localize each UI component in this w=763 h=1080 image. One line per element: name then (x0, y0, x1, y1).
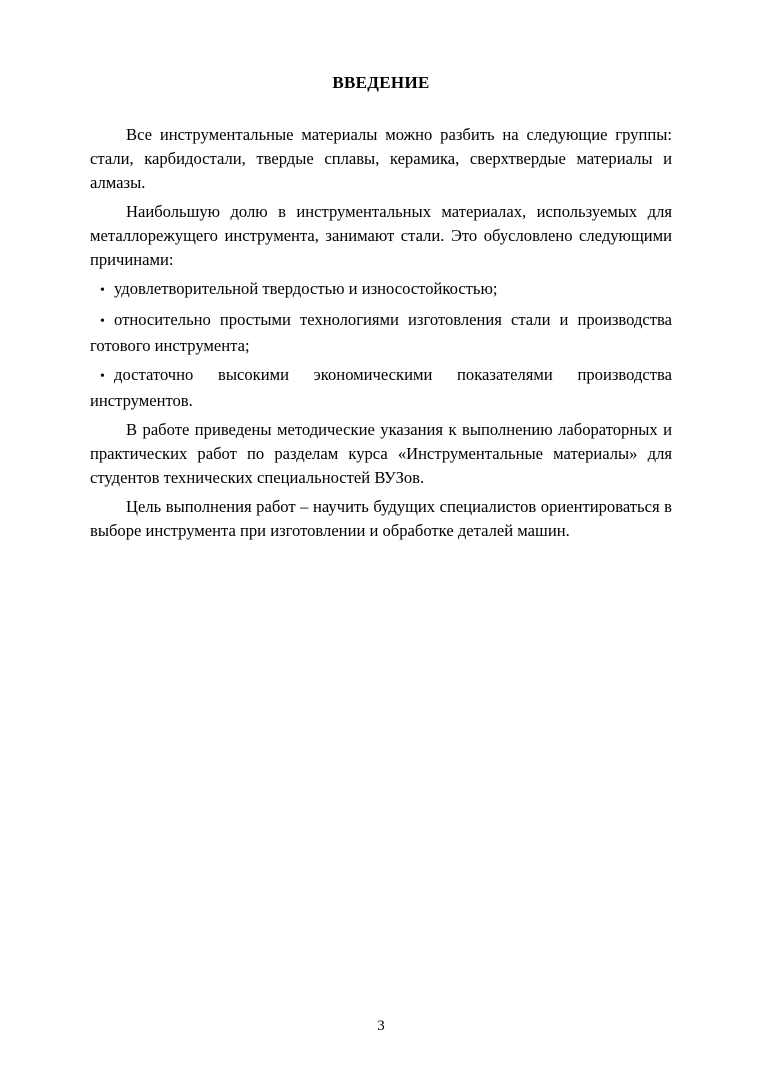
list-item (90, 308, 672, 358)
paragraph-methodology: В работе приведены методические указания к выполнению лабораторных и практических работ по разделам курса «Инструментальные материалы» для студентов технических специальностей ВУЗов. (90, 420, 672, 487)
paragraph-intro: Все инструментальные материалы можно разбить на следующие группы: стали, карбидостали, твердые сплавы, керамика, сверхтвердые материалы и алмазы. (90, 125, 672, 192)
page-title: ВВЕДЕНИЕ (332, 73, 430, 92)
list-item-text: относительно простыми технологиями изготовления стали и производства готового инструмента; (90, 310, 672, 355)
page-number: 3 (377, 1018, 385, 1034)
list-item-text: достаточно высокими экономическими показателями производства инструментов. (90, 365, 672, 410)
list-item-text: удовлетворительной твердостью и износостойкостью; (114, 279, 498, 298)
bullet-icon: • (100, 314, 105, 329)
paragraph-goal: Цель выполнения работ – научить будущих специалистов ориентироваться в выборе инструмента при изготовлении и обработке деталей машин. (90, 497, 672, 540)
list-item (90, 277, 672, 303)
document-page (90, 0, 672, 1080)
paragraph-steels: Наибольшую долю в инструментальных материалах, используемых для металлорежущего инструмента, занимают стали. Это обусловлено следующими причинами: (90, 202, 672, 269)
list-item (90, 363, 672, 413)
document-body (90, 123, 672, 548)
reasons-list (90, 277, 672, 413)
bullet-icon: • (100, 283, 105, 298)
bullet-icon: • (100, 369, 105, 384)
